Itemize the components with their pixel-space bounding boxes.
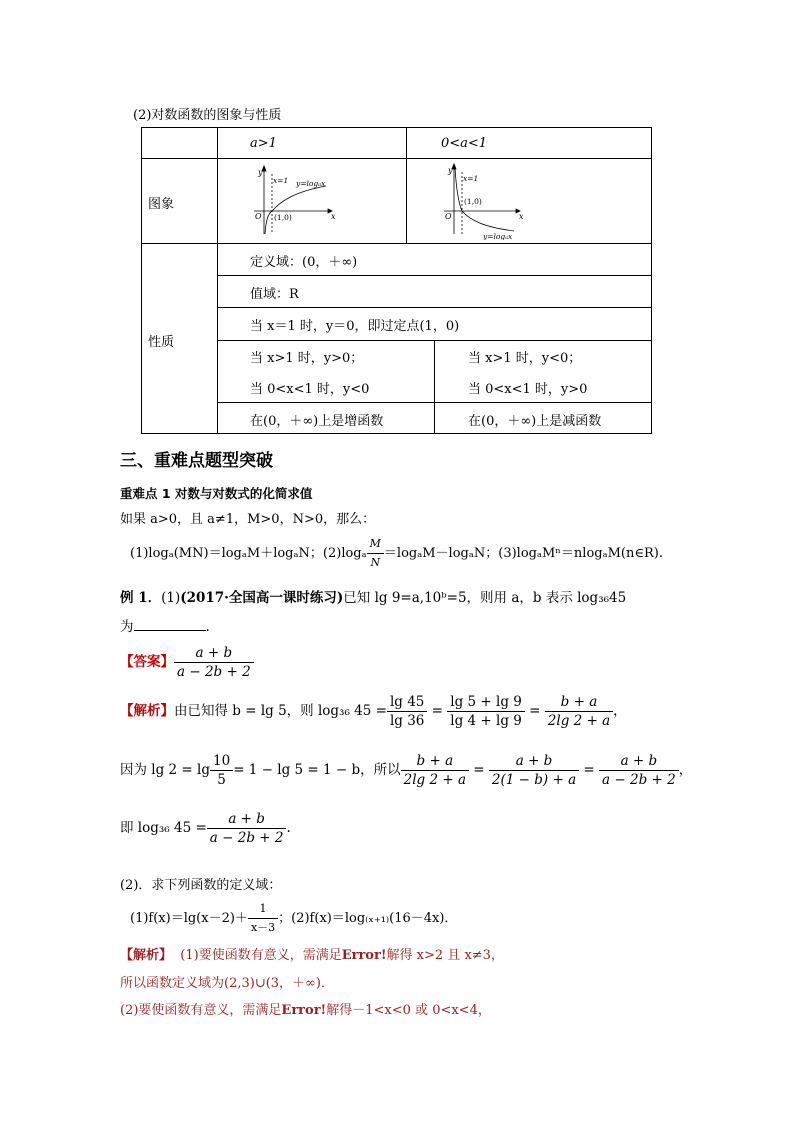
blank-suffix: . [205,619,210,635]
graph-log-increasing [248,162,338,240]
blank-prefix: 为 [120,619,134,635]
l1-f2-num: lg 5 + lg 9 [447,693,525,712]
l2-f1-num: 10 [210,752,233,771]
analysis-line-3 [120,810,291,847]
y-axis-arrow [262,166,266,171]
l2-f2-den: 2lg 2 + a [403,772,467,788]
l2-f1-den: 5 [217,772,226,788]
prop-sign-lt1-a: 当 x>1 时，y<0； [468,351,582,366]
analysis-l3-text: 即 log₃₆ 45 = [120,820,207,836]
condition-text: 如果 a>0，且 a≠1，M>0，N>0，那么： [120,512,376,527]
analysis-l1-end: ， [613,703,627,719]
l1-f2-den: lg 4 + lg 9 [450,713,522,729]
analysis-l3-frac [207,810,287,847]
rule-2-suffix: ＝logₐM－logₐN； [383,546,499,561]
analysis-l2-mid: = 1 − lg 5 = 1 − b，所以 [233,762,401,778]
error-marker-2: Error! [281,1003,327,1018]
analysis-label: 【解析】 [120,703,174,719]
solution-label: 【解析】 [120,948,173,963]
part2-f1-frac [248,900,278,937]
l1-f1-num: lg 45 [387,693,427,712]
example1-question: 已知 lg 9=a,10ᵇ=5，则用 a，b 表示 log₃₆45 [343,590,627,606]
analysis-l3-end: . [286,820,291,836]
graph1-origin: O [255,212,262,221]
rule-2-fraction [367,535,384,572]
l2-f3-den: 2(1 − b) + a [491,772,577,788]
solution-line-1 [120,944,504,963]
analysis-l2-text: 因为 lg 2 = lg [120,762,210,778]
rule-1: (1)logₐ(MN)＝logₐM＋logₐN； [130,546,323,561]
log-curve-increasing [265,186,326,234]
answer-line [120,644,254,681]
l1-f1-den: lg 36 [389,713,425,729]
analysis-l1-frac-3 [545,693,613,730]
prop-monotone-lt1: 在(0，＋∞)上是减函数 [468,414,602,429]
l2-f2-num: b + a [401,752,469,771]
part2-f1: (1)f(x)＝lg(x－2)＋ [130,911,248,926]
solution-l1-b: 解得 x>2 且 x≠3， [386,948,504,963]
solution-l1-a: (1)要使函数有意义，需满足 [180,948,342,963]
error-marker-1: Error! [341,948,387,963]
graph1-y-label: y [258,168,263,177]
graph2-point: (1,0) [464,197,482,206]
example1-label: 例 1． [120,590,162,606]
analysis-l2-frac-1 [210,752,233,789]
graph2-y-label: y [448,166,453,175]
rule-2-prefix: (2)logₐ [322,546,367,561]
analysis-l1-frac-2 [447,693,525,730]
graph2-x-label: x [519,212,524,221]
example1-line [120,586,626,606]
example1-part: (1) [161,590,181,606]
header-a-gt-1: a>1 [250,136,277,151]
solution-l3-b: 解得－1<x<0 或 0<x<4， [326,1003,491,1018]
graph1-fn-label: y=logₐx [296,179,326,188]
answer-blank[interactable] [134,618,206,631]
example1-source: (2017·全国高一课时练习) [180,590,344,606]
l2-f4-num: a + b [599,752,679,771]
solution-line-2: 所以函数定义域为(2,3)∪(3，＋∞)． [120,976,334,991]
analysis-line-1: 【解析】由已知得 b = lg 5，则 log₃₆ 45 = $\frac{\lg 45}{\lg 36}$ = $\frac{\lg 5 + \lg 9}{\lg 4 + \lg 9}$ = $\frac{b + a}{2\lg 2 + a}$ ， [120,694,627,729]
header-a-lt-1: 0<a<1 [441,136,488,151]
point1-title: 重难点 1 对数与对数式的化简求值 [120,486,313,501]
answer-den: a − 2b + 2 [177,664,251,680]
prop-domain: 定义域：(0，＋∞) [250,255,358,270]
example1-blank-line [120,615,210,635]
analysis-l2-end: ， [678,762,693,778]
l2-f3-num: a + b [489,752,579,771]
answer-label: 【答案】 [120,654,174,670]
part2-f2: ；(2)f(x)＝log₍ₓ₊₁₎(16－4x)． [278,911,458,926]
rule-2-num: M [367,535,384,554]
analysis-line-2: 因为 lg 2 = lg $\frac{10}{5}$ = 1 − lg 5 = 1 − b，所以 $\frac{b + a}{2\lg 2 + a}$ = $\frac{a + b}{2(1 - b) + a}$ = $\frac{a + b}{a - 2b + 2}$ ， [120,753,693,788]
prop-fixed-point: 当 x＝1 时，y＝0，即过定点(1，0) [250,319,460,334]
row-label-graph: 图象 [148,197,175,212]
graph2-fn-label: y=logₐx [483,232,513,240]
prop-monotone-gt1: 在(0，＋∞)上是增函数 [250,414,384,429]
analysis-l2-frac-4 [599,752,679,789]
prop-sign-gt1-a: 当 x>1 时，y>0； [250,351,364,366]
rule-2-den: N [370,556,381,569]
answer-num: a + b [174,644,254,663]
answer-fraction [174,644,254,681]
part2-functions [130,900,457,937]
row-label-properties: 性质 [148,335,175,350]
log-rules-line [130,535,663,572]
solution-l3-a: (2)要使函数有意义，需满足 [120,1003,282,1018]
solution-line-3 [120,999,491,1018]
graph1-x1-label: x=1 [273,176,289,185]
prop-sign-gt1-b: 当 0<x<1 时，y<0 [250,382,370,397]
section-heading: 三、重难点题型突破 [120,451,273,471]
part2-f1-num: 1 [248,900,278,919]
prop-sign-lt1-b: 当 0<x<1 时，y>0 [468,382,588,397]
graph-log-decreasing [438,162,528,240]
rule-3: (3)logₐMⁿ＝nlogₐM(n∈R). [498,546,663,561]
l2-f4-den: a − 2b + 2 [602,772,676,788]
l3-num: a + b [207,810,287,829]
part2-f1-den: x－3 [250,921,276,934]
graph1-point: (1,0) [274,213,292,222]
l1-f3-den: 2lg 2 + a [547,713,611,729]
section-intro: (2)对数函数的图象与性质 [133,108,282,123]
analysis-l1-frac-1 [387,693,427,730]
analysis-l2-frac-2 [401,752,469,789]
graph1-x-label: x [331,212,336,221]
graph2-origin: O [445,212,452,221]
l1-f3-num: b + a [545,693,613,712]
analysis-l2-frac-3 [489,752,579,789]
graph2-x1-label: x=1 [463,174,479,183]
analysis-l1-text: 由已知得 b = lg 5，则 log₃₆ 45 = [174,703,387,719]
prop-range: 值域：R [250,287,299,302]
properties-table-grid [0,0,794,440]
part2-title: (2)．求下列函数的定义域： [120,878,282,893]
l3-den: a − 2b + 2 [209,830,284,846]
